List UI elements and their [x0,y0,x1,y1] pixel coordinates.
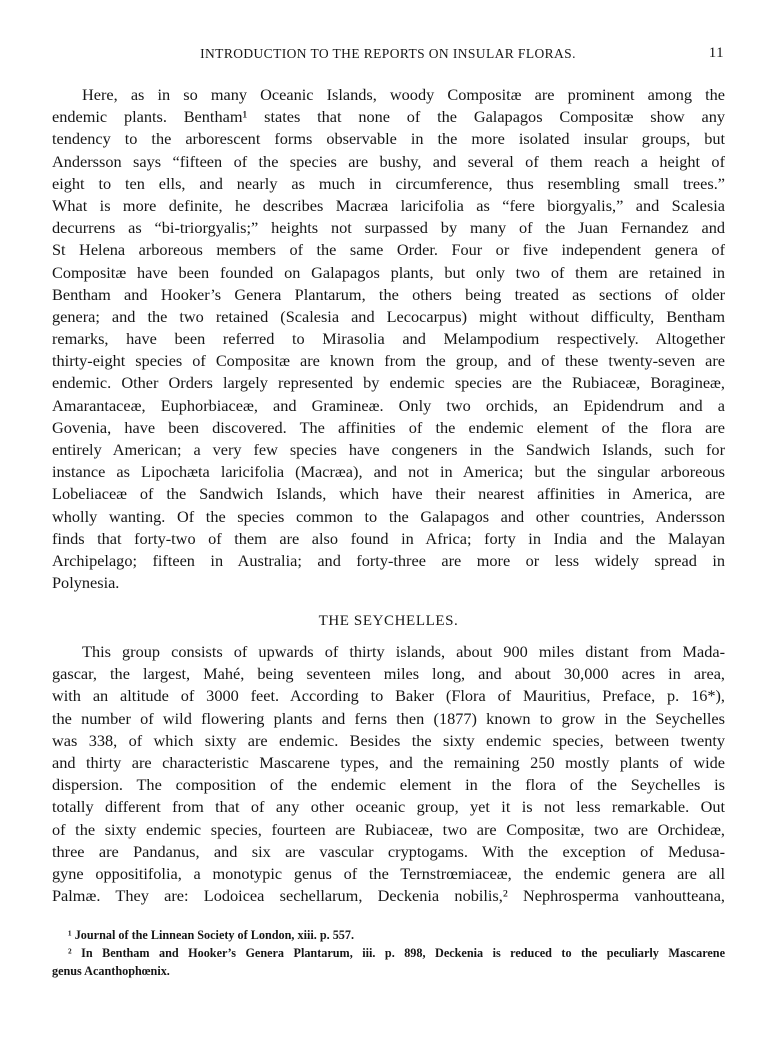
text-line: Archipelago; fifteen in Australia; and forty-three are more or less widely spread in [52,550,725,570]
footnote-1: ¹ Journal of the Linnean Society of London, xiii. p. 557. [68,928,355,942]
footnotes [52,926,725,980]
text-line: was 338, of which sixty are endemic. Besides the sixty endemic species, between twenty [52,730,725,750]
text-line: Here, as in so many Oceanic Islands, woody Compositæ are prominent among the [82,85,725,104]
text-line: instance as Lipochæta laricifolia (Macræa), and not in America; but the singular arboreous [52,462,725,482]
text-line: tendency to the arborescent forms observable in the more isolated insular groups, but [52,129,725,149]
text-line: genera; and the two retained (Scalesia and Lecocarpus) might without difficulty, Bentham [52,306,725,326]
text-line: Compositæ have been founded on Galapagos plants, but only two of them are retained in [52,262,725,282]
text-line: wholly wanting. Of the species common to the Galapagos and other countries, Andersson [52,506,725,526]
text-line: endemic plants. Bentham¹ states that none of the Galapagos Compositæ show any [52,107,725,127]
text-line: finds that forty-two of them are also found in Africa; forty in India and the Malayan [52,528,725,548]
text-line: Palmæ. They are: Lodoicea sechellarum, Deckenia nobilis,² Nephrosperma vanhoutteana, [52,886,725,906]
text-line: endemic. Other Orders largely represented by endemic species are the Rubiaceæ, Boragineæ, [52,373,725,393]
text-line: the number of wild flowering plants and ferns then (1877) known to grow in the Seychelles [52,708,725,728]
text-line: This group consists of upwards of thirty islands, about 900 miles distant from Mada- [82,642,725,661]
text-line: and thirty are characteristic Mascarene types, and the remaining 250 mostly plants of wide [52,752,725,772]
text-line: Govenia, have been discovered. The affinities of the endemic element of the flora are [52,417,725,437]
text-line: totally different from that of any other oceanic group, yet it is not less remarkable. Out [52,797,725,817]
text-line: remarks, have been referred to Mirasolia and Melampodium respectively. Altogether [52,329,725,349]
page-number: 11 [708,45,724,61]
text-line: eight to ten ells, and nearly as much in circumference, thus resembling small trees.” [52,173,725,193]
text-line: Andersson says “fifteen of the species are bushy, and several of them reach a height of [52,151,725,171]
text-line: gyne oppositifolia, a monotypic genus of the Ternstrœmiaceæ, the endemic genera are all [52,863,725,883]
section-heading: THE SEYCHELLES. [318,613,459,629]
text-line: dispersion. The composition of the endemic element in the flora of the Seychelles is [52,775,725,795]
footnote-2-continued: genus Acanthophœnix. [52,964,170,978]
header-title: INTRODUCTION TO THE REPORTS ON INSULAR FLORAS. [200,46,576,61]
text-line: gascar, the largest, Mahé, being seventeen miles long, and about 30,000 acres in area, [52,664,725,684]
text-line: Polynesia. [52,573,120,593]
running-header [52,46,724,68]
text-line: St Helena arboreous members of the same Order. Four or five independent genera of [52,240,725,260]
text-line: of the sixty endemic species, fourteen are Rubiaceæ, two are Compositæ, two are Orchideæ, [52,819,725,839]
text-line: Lobeliaceæ of the Sandwich Islands, which have their nearest affinities in America, are [52,484,725,504]
text-line: decurrens as “bi-triorgyalis;” heights not surpassed by many of the Juan Fernandez and [52,218,725,238]
text-line: thirty-eight species of Compositæ are known from the group, and of these twenty-seven are [52,351,725,371]
text-line: Amarantaceæ, Euphorbiaceæ, and Gramineæ. Only two orchids, an Epidendrum and a [52,395,725,415]
paragraph-seychelles [52,641,725,907]
footnote-2: ² In Bentham and Hooker’s Genera Plantarum, iii. p. 898, Deckenia is reduced to the peculiarly Mascarene [68,946,725,960]
text-line: What is more definite, he describes Macræa laricifolia as “fere biorgyalis,” and Scalesia [52,195,725,215]
paragraph-galapagos [52,84,725,594]
text-line: Bentham and Hooker’s Genera Plantarum, the others being treated as sections of older [52,284,725,304]
text-line: with an altitude of 3000 feet. According to Baker (Flora of Mauritius, Preface, p. 16*), [52,686,725,706]
text-line: three are Pandanus, and six are vascular cryptogams. With the exception of Medusa- [52,841,725,861]
text-line: entirely American; a very few species have congeners in the Sandwich Islands, such for [52,440,725,459]
